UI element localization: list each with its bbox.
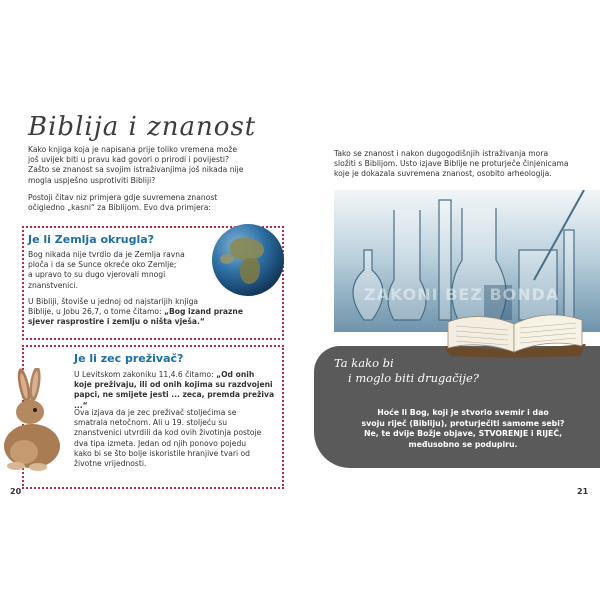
rabbit-line: znanstvenici utvrdili da kod ovih životinja postoje [74,428,262,438]
rabbit-line: kako bi se što bolje iskoristile hranjive tvari od [74,448,251,458]
right-intro-line: Tako se znanost i nakon dugogodišnjih istraživanja mora [334,149,549,158]
right-intro-line: koje je dokazala suvremena znanost, osobito arheologija. [334,169,552,179]
earth-line: znanstvenici. [28,280,78,290]
earth-line: a upravo to su dugo vjerovali mnogi [28,270,166,280]
leviticus-quote: koje preživaju, ili od onih kojima su razdvojeni [74,380,273,390]
callout-line: svoju riječ (Bibliju), proturječiti samome sebi? [361,418,565,428]
rabbit-image [2,368,68,472]
callout-title-line-2: i moglo biti drugačije? [348,371,479,385]
callout-line: Ne, te dvije Božje objave, STVORENJE i RIJEČ, [363,429,563,438]
earth-line: Bog nikada nije tvrdio da je Zemlja ravna [28,250,185,259]
earth-box-paragraph-1 [28,250,218,291]
intro-paragraph [28,145,278,186]
watermark: ZAKONI BEZ BONDA [364,285,560,304]
rabbit-box-paragraph-2 [74,408,278,469]
rabbit-line: U Levitskom zakoniku 11,4.6 čitamo: [74,370,214,379]
earth-box-title: Je li Zemlja okrugla? [28,233,155,246]
intro-line: mogla uspješno usprotiviti Bibliji? [28,175,156,185]
right-intro-paragraph [334,149,600,180]
earth-box-paragraph-2 [28,297,280,328]
intro2-line: očigledno „kasni“ za Biblijom. Evo dva primjera: [28,203,211,213]
callout-line: međusobno se podupiru. [408,439,518,449]
intro-line: još uvijek biti u pravu kad govori o prirodi i povijesti? [28,155,230,165]
intro-line: Zašto se znanost sa svojim istraživanjima još nikada nije [28,165,244,175]
earth-globe-image [212,224,284,296]
rabbit-line: životne vrijednosti. [74,459,147,469]
page-title: Biblija i znanost [28,112,257,142]
job-quote: sjever rasprostire i zemlju o ništa vješa.“ [28,317,205,327]
rabbit-box-paragraph-1 [74,370,278,411]
earth-line: U Bibliji, štoviše u jednoj od najstarijih knjiga [28,297,199,306]
intro-line: Kako knjiga koja je napisana prije toliko vremena može [28,145,238,154]
page-number-right: 21 [577,487,589,496]
page-number-left: 20 [10,487,22,496]
callout-line: Hoće li Bog, koji je stvorio svemir i dao [377,408,549,417]
callout-title-line-1: Ta kako bi [334,356,394,370]
rabbit-line: dva tipa izmeta. Jedan od njih ponovo pojedu [74,438,247,448]
leviticus-quote: papci, ne smijete jesti ... zeca, premda preživa ...“ [74,390,275,410]
rabbit-box-title: Je li zec preživač? [74,352,184,365]
intro-paragraph-2 [28,193,278,213]
job-quote: „Bog izand prazne [163,307,243,317]
callout-text [328,408,598,450]
intro2-line: Postoji čitav niz primjera gdje suvremena znanost [28,193,218,202]
earth-line: Biblije, u Jobu 26,7, o tome čitamo: [28,307,162,317]
right-intro-line: složiti s Biblijom. Usto izjave Biblije ne proturječe činjenicama [334,159,569,169]
rabbit-line: smatrala netočnom. Ali u 19. stoljeću su [74,418,228,428]
earth-line: ploča i da se Sunce okreće oko Zemlje; [28,260,177,270]
open-bible-image [440,306,590,358]
rabbit-line: Ova izjava da je zec preživač stoljećima se [74,408,237,417]
leviticus-quote: „Od onih [216,370,255,379]
